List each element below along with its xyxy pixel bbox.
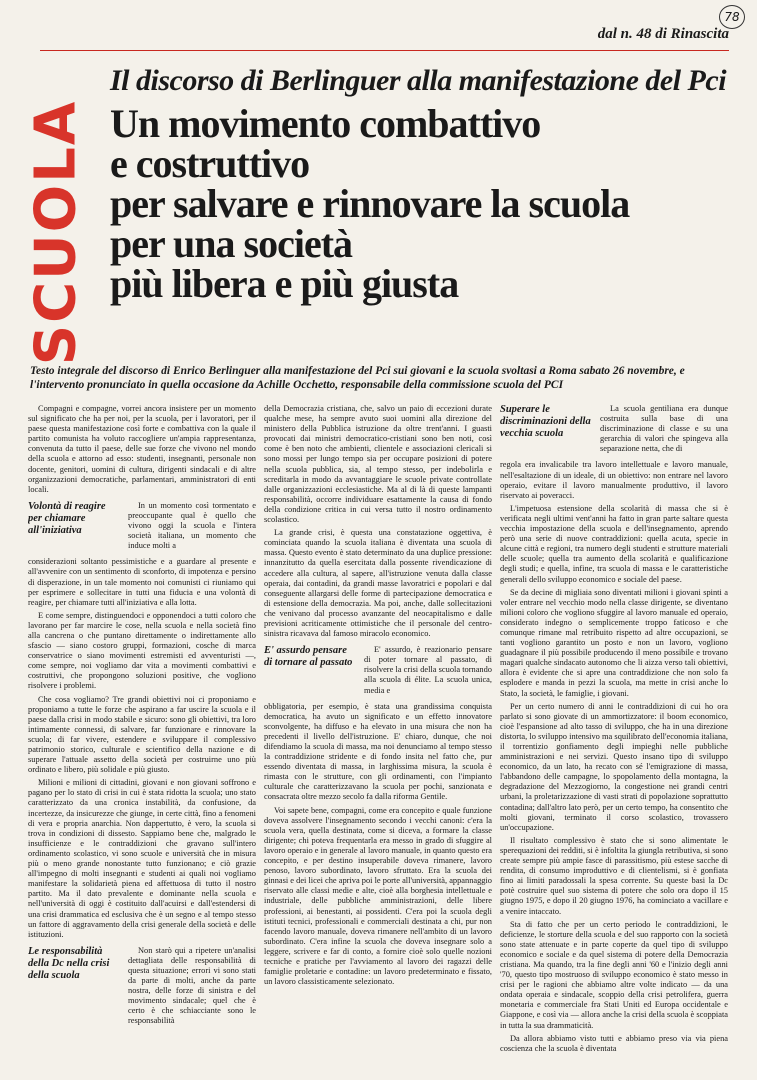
section-label: SCUOLA (23, 99, 89, 365)
headline-line: e costruttivo (110, 141, 310, 186)
paragraph: obbligatoria, per esempio, è stata una grandissima conquista democratica, ha avuto un significato e un effetto innovatore sconvolgente, ha diffuso e ha elevato in una misura che non ha precedenti il livello dell'istruzione. E' chiaro, dunque, che noi difendiamo la scuola di massa, ma noi denunciamo al tempo stesso la contraddizione stridente e di fondo insita nel fatto che, pur essendo diventata di massa, in larghissima misura, la scuola è rimasta con le strutture, con gli ordinamenti, con l'impianto culturale che caratterizzavano la scuola per pochi, sanzionata e consacrata oltre mezzo secolo fa dalla riforma Gentile. (264, 701, 492, 802)
paragraph: Compagni e compagne, vorrei ancora insistere per un momento sul significato che ha per noi, per la scuola, per i lavoratori, per il paese questa manifestazione così forte e combattiva con la quale il partito comunista ha voluto raccogliere un'ampia rappresentanza, convenuta da tutto il paese, delle sue forze che vivono nel mondo della scuola e attorno ad esso: studenti, insegnanti, personale non docente, genitori, uomini di cultura, dirigenti sindacali e di altre organizzazioni democratiche, parlamentari, amministratori di enti locali. (28, 404, 256, 494)
paragraph: regola era invalicabile tra lavoro intellettuale e lavoro manuale, nell'esaltazione di un ideale, di un obiettivo: non entrare nel lavoro operaio, evitare il lavoro manualmente produttivo, il lavoro riservato ai poveracci. (500, 460, 728, 500)
subheading: Volontà di reagire per chiamare all'iniziativa (28, 500, 106, 536)
subheading-block (500, 404, 728, 454)
paragraph: Non starò qui a ripetere un'analisi dettagliata delle responsabilità di questa situazione; errori vi sono stati da parte di molti, anche da parte nostra, delle forze di sinistra e del movimento sindacale; quel che è certo è che schiacciante sono le responsabilità (128, 945, 256, 1026)
header-rule (40, 50, 729, 51)
paragraph: considerazioni soltanto pessimistiche e a guardare al presente e all'avvenire con un sentimento di sconforto, di impotenza e persino di disperazione, in un tale momento noi comunisti ci riuniamo qui per esprimere e sollecitare in tutti una fiducia e una volontà di reagire, per chiamare tutti all'iniziativa e alla lotta. (28, 557, 256, 607)
paragraph: Da allora abbiamo visto tutti e abbiamo preso via via piena coscienza che la scuola è diventata (500, 1033, 728, 1053)
paragraph: Se da decine di migliaia sono diventati milioni i giovani spinti a voler entrare nel vecchio modo nella classe dirigente, se diventano milioni coloro che vogliono sfuggire al lavoro manuale ed operaio, considerato indegno o semplicemente troppo faticoso e che comunque rimane mal retribuito rispetto ad altre occupazioni, se tanti vogliono garantito un posto e non un lavoro, vogliono guadagnare il più possibile producendo il meno possibile e trovano magari qualche sindacato autonomo che li aizza verso tali obiettivi, allora è evidente che si apre una contraddizione che non solo fa esplodere e manda in pezzi la scuola, ma mette in crisi anche lo Stato, la società, le famiglie, i giovani. (500, 587, 728, 698)
headline-line: per una società (110, 221, 353, 266)
subheading-block (28, 501, 256, 551)
headline (110, 101, 740, 306)
headline-line: più libera e più giusta (110, 261, 459, 306)
subheading-block (264, 645, 492, 695)
subheading: E' assurdo pensare di tornare al passato (264, 645, 353, 669)
standfirst: Testo integrale del discorso di Enrico Berlinguer alla manifestazione del Pci sui giovani e la scuola svoltasi a Roma sabato 26 novembre, e l'intervento pronunciato in quella occasione da Achille Occhetto, responsabile della commissione scuola del PCI (30, 365, 685, 391)
kicker: Il discorso di Berlinguer alla manifestazione del Pci (110, 64, 727, 97)
paragraph: La grande crisi, è questa una constatazione oggettiva, è cominciata quando la scuola italiana è diventata una scuola di massa. Questo evento è stato determinato da una duplice pressione: innanzitutto da quella esercitata dalla possente rivendicazione di accedere alla cultura, al sapere, all'istruzione venuta dalla classe operaia, dai contadini, da grandi masse lavoratrici e popolari e dal conseguente allargarsi delle forme di partecipazione democratica e di estensione della democrazia. Ma poi, anche, dalle sollecitazioni che venivano dal processo avanzante del neocapitalismo e dalle previsioni acriticamente ottimistiche che il personale del centro-sinistra ricavava dal famoso miracolo economico. (264, 528, 492, 639)
paragraph: Sta di fatto che per un certo periodo le contraddizioni, le deficienze, le storture della scuola e del suo rapporto con la società sono state attenuate e in parte coperte da quel tipo di sviluppo economico e sociale e da quel sistema di potere della Democrazia cristiana. Ma quando, tra la fine degli anni '60 e l'inizio degli anni '70, questo tipo mostruoso di sviluppo economico è stato messo in crisi per le ragioni che abbiamo altre volte indicato — da una ondata operaia e sindacale, scoppio della crisi petrolifera, guerra monetaria e commerciale fra Stati Uniti ed Europa occidentale e Giappone, e così via — allora anche la crisi della scuola è scoppiata in tutta la sua drammaticità. (500, 919, 728, 1030)
paragraph: Che cosa vogliamo? Tre grandi obiettivi noi ci proponiamo e proponiamo a tutte le forze che aspirano a far uscire la scuola e il paese dalla crisi in modo stabile e sicuro: sono gli obiettivi, tra loro intimamente connessi, di salvare, far funzionare e rinnovare la scuola; di far vivere, estendere e sviluppare il complessivo patrimonio storico, culturale e scientifico della nazione e di superare l'attuale assetto della società per costruirne uno più ordinato e libero, più solidale e più giusto. (28, 694, 256, 775)
paragraph: Per un certo numero di anni le contraddizioni di cui ho ora parlato si sono giovate di un ammortizzatore: il boom economico, cioè l'espansione ad alto tasso di sviluppo, che ha in una direzione distorta, lo sviluppo intensivo ma squilibrato dell'economia italiana, il torrentizio gonfiamento degli impieghi nelle pubbliche amministrazioni e nei servizi. Questo insano tipo di sviluppo economico, da un lato, ha recato con sé l'emigrazione di massa, l'abbandono delle campagne, lo spopolamento della montagna, la degradazione del Mezzogiorno, la congestione nei grandi centri urbani, la proletarizzazione di vasti strati di popolazione soprattutto contadina; dall'altro lato però, per un certo tempo, ha consentito che molti giovani, terminato il corso scolastico, trovassero un'occupazione. (500, 701, 728, 832)
paragraph: Milioni e milioni di cittadini, giovani e non giovani soffrono e pagano per lo stato di crisi in cui è stata ridotta la scuola; uno stato caratterizzato da una cronica instabilità, da confusione, da incertezze, da insicurezze che giunge, in certe città, fino a fenomeni di vera e propria anarchia. Non dappertutto, è vero, la scuola si trova in condizioni di dissesto. Sappiamo bene che, malgrado le insufficienze e le contraddizioni che gravano sull'intero ordinamento scolastico, vi sono scuole e università che in misura più o meno grande nonostante tutto funzionano; e ciò grazie all'impegno di molti insegnanti e studenti ai quali noi vogliamo manifestare la solidarietà piena ed affettuosa di tutto il nostro partito. Ma il dato prevalente e dominante nella scuola e nell'università di oggi è costituito dall'acuirsi e dall'estendersi di una crisi drammatica ed esclusiva che è un segno e al tempo stesso un fattore di aggravamento della crisi generale della società e delle istituzioni. (28, 778, 256, 939)
headline-line: Un movimento combattivo (110, 101, 541, 146)
paragraph: E come sempre, distinguendoci e opponendoci a tutti coloro che lavorano per far marcire le cose, nella scuola e nella società fino alla cancrena o che puntano direttamente o indirettamente allo sfascio — siano costoro gruppi, formazioni, cosche di marca conservatrice o siano movimenti estremisti ed avventuristi —, come sempre, noi vogliamo dar vita a movimenti combattivi e costruttivi, che propongono soluzioni positive, che vogliono risolvere i problemi. (28, 610, 256, 691)
paragraph: Il risultato complessivo è stato che si sono alimentate le sperequazioni dei redditi, si è infoltita la giungla retributiva, si sono create sempre più ampie fasce di parassitismo, più estese sacche di rendita, di consumo improduttivo e di clientelismi, si è gonfiata fino ai limiti paradossali la spesa corrente. Su queste basi la Dc potè costruire quel suo sistema di potere che solo ora dopo il 15 giugno 1975, e dopo il 20 giugno 1976, ha cominciato a vacillare e a venire intaccato. (500, 835, 728, 916)
page-number-stamp: 78 (719, 5, 745, 29)
article-column-3 (500, 404, 728, 1064)
headline-line: per salvare e rinnovare la scuola (110, 181, 630, 226)
article-column-1 (28, 404, 256, 1064)
subheading: Superare le discriminazioni della vecchia scuola (500, 404, 591, 439)
paragraph: L'impetuosa estensione della scolarità di massa che si è verificata negli ultimi vent'anni ha fatto in gran parte saltare questa vecchia impostazione della scuola e dell'insegnamento, aprendo però una serie di nuove contraddizioni: quella acuta, specie in alcune città e regioni, tra numero degli studenti e strutture materiali delle scuole; quella tra aumento della scolarità e qualificazione degli studi; e quella, infine, tra scuola di massa e le caratteristiche generali dello sviluppo economico e sociale del paese. (500, 503, 728, 584)
paragraph: Voi sapete bene, compagni, come era concepito e quale funzione doveva assolvere l'insegnamento secondo i vecchi canoni: c'era la scuola vera, quella destinata, come si diceva, a formare la classe dirigente; chi poteva frequentarla era messo in grado di sfuggire al lavoro operaio e in generale al lavoro manuale, in quanto questo era concepito, e per destino insuperabile doveva rimanere, lavoro penoso, lavoro subordinato, lavoro sfruttato. Era la scuola dei ginnasi e dei licei che apriva poi le porte all'università, appannaggio riservato alle classi medie e alte, cioè alla borghesia intellettuale e industriale, delle pubbliche amministrazioni, delle libere professioni, ai benestanti, ai possidenti. C'era poi la scuola degli istituti tecnici, professionali e commerciali destinata a chi, pur non facendo lavoro manuale, doveva rimanere nell'ambito di un lavoro subordinato. C'era infine la scuola che doveva insegnare solo a leggere, scrivere e far di conto, a fornire cioè solo quelle nozioni tecniche e pratiche per l'avviamento al lavoro dei ragazzi delle famiglie proletarie e contadine: un lavoro predeterminato e fissato, un lavoro classisticamente selezionato. (264, 805, 492, 987)
subheading-block (28, 946, 256, 1027)
article-column-2 (264, 404, 492, 1064)
source-label: dal n. 48 di Rinascita (597, 26, 729, 42)
paragraph: La scuola gentiliana era dunque costruita sulla base di una discriminazione di classe e su una gerarchia di valori che spingeva alla separazione netta, che di (600, 404, 728, 454)
subheading: Le responsabilità della Dc nella crisi della scuola (28, 945, 110, 981)
paragraph: E' assurdo, è reazionario pensare di poter tornare al passato, di risolvere la crisi della scuola tornando alla scuola di élite. La scuola unica, media e (364, 645, 492, 695)
paragraph: In un momento così tormentato e preoccupante qual è quello che vivono oggi la scuola e l'intera società italiana, un momento che induce molti a (128, 500, 256, 551)
paragraph: della Democrazia cristiana, che, salvo un paio di eccezioni durate qualche mese, ha sempre avuto suoi uomini alla direzione del ministero della Pubblica istruzione da oltre trent'anni. I guasti provocati dai ministri democratico-cristiani sono ben noti, così come è ben noto che ambienti, clientele e associazioni clericali si sono mossi per lungo tempo sia per occupare posizioni di potere nella scuola pubblica, sia, al tempo stesso, per indebolirla e screditarla in modo da avvantaggiare le scuole private controllate dalle organizzazioni ecclesiastiche. Ma al di là di queste lampanti responsabilità, occorre individuare esattamente la causa di fondo della condizione critica in cui versa tutto il nostro ordinamento scolastico. (264, 404, 492, 525)
